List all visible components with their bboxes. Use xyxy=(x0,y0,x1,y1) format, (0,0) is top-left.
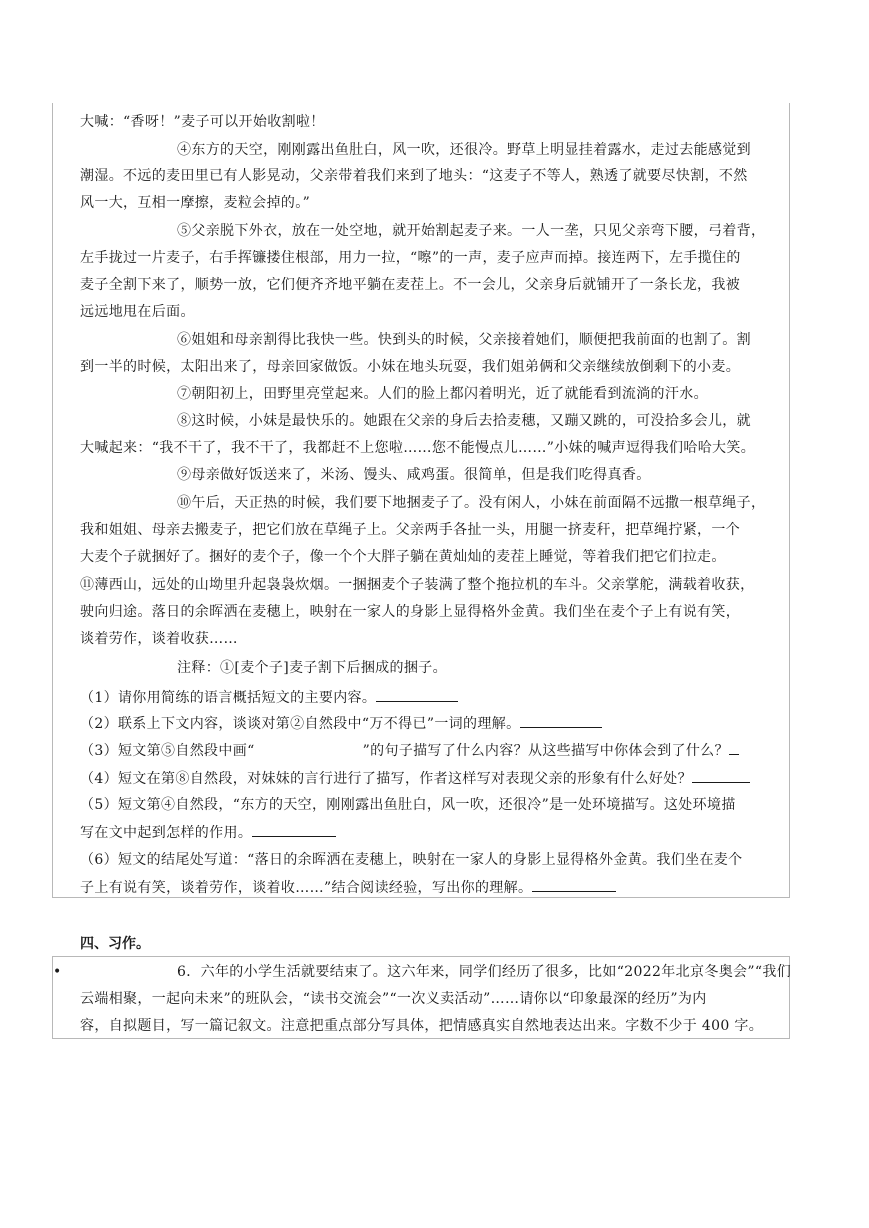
section-title-writing: 四、习作。 xyxy=(80,936,150,952)
answer-blank-6[interactable] xyxy=(532,877,616,892)
question-4-text: （4）短文在第⑧自然段，对妹妹的言行进行了描写，作者这样写对表现父亲的形象有什么好处？ xyxy=(80,771,692,787)
passage-line: 潮湿。不远的麦田里已有人影晃动，父亲带着我们来到了地头：“这麦子不等人，熟透了就要尽快割，不然 xyxy=(80,168,748,184)
passage-line: 驶向归途。落日的余晖洒在麦穗上，映射在一家人的身影上显得格外金黄。我们坐在麦个子上有说有笑， xyxy=(80,604,741,620)
passage-line: 我和姐姐、母亲去搬麦子，把它们放在草绳子上。父亲两手各扯一头，用腿一挤麦秆，把草绳拧紧，一个 xyxy=(80,522,741,538)
passage-note: 注释：①[麦个子]麦子割下后捆成的捆子。 xyxy=(177,660,447,676)
passage-line: ⑤父亲脱下外衣，放在一处空地，就开始割起麦子来。一人一垄，只见父亲弯下腰，弓着背， xyxy=(177,223,766,239)
question-5 xyxy=(80,795,736,815)
passage-line: 大麦个子就捆好了。捆好的麦个子，像一个个大胖子躺在黄灿灿的麦茬上睡觉，等着我们把它们拉走。 xyxy=(80,549,726,565)
passage-line: ⑥姐姐和母亲割得比我快一些。快到头的时候，父亲接着她们，顺便把我前面的也割了。割 xyxy=(177,332,751,348)
question-5-cont xyxy=(80,822,336,843)
question-6 xyxy=(80,850,743,870)
passage-line: ⑨母亲做好饭送来了，米汤、馒头、咸鸡蛋。很简单，但是我们吃得真香。 xyxy=(177,467,651,483)
question-6-text-b: 子上有说有笑，谈着劳作，谈着收……”结合阅读经验，写出你的理解。 xyxy=(80,880,533,896)
question-5-text-a: （5）短文第④自然段，“东方的天空，刚刚露出鱼肚白，风一吹，还很冷”是一处环境描写。这处环境描 xyxy=(80,797,736,813)
passage-line: ⑪薄西山，远处的山坳里升起袅袅炊烟。一捆捆麦个子装满了整个拖拉机的车斗。父亲掌舵，满载着收获， xyxy=(80,577,755,593)
answer-blank-4[interactable] xyxy=(692,768,750,783)
question-3-text-b: ”的句子描写了什么内容？从这些描写中你体会到了什么？ xyxy=(362,743,729,759)
writing-task-line: 云端相聚，一起向未来”的班队会，“读书交流会”“一次义卖活动”……请你以“印象最深的经历”为内 xyxy=(80,991,707,1007)
question-1 xyxy=(80,687,458,708)
question-2 xyxy=(80,713,602,734)
passage-line: 到一半的时候，太阳出来了，母亲回家做饭。小妹在地头玩耍，我们姐弟俩和父亲继续放倒剩下的小麦。 xyxy=(80,359,741,375)
writing-task-line: 容，自拟题目，写一篇记叙文。注意把重点部分写具体，把情感真实自然地表达出来。字数不少于 400 字。 xyxy=(80,1018,764,1034)
answer-blank-1[interactable] xyxy=(376,687,458,702)
passage-line: 大喊起来：“我不干了，我不干了，我都赶不上您啦……您不能慢点儿……”小妹的喊声逗得我们哈哈大笑。 xyxy=(80,440,756,456)
passage-line: 远远地甩在后面。 xyxy=(80,304,195,320)
passage-line: 风一大，互相一摩擦，麦粒会掉的。” xyxy=(80,195,311,211)
question-3-text-a: （3）短文第⑤自然段中画“ xyxy=(80,743,255,759)
passage-line: ⑦朝阳初上，田野里亮堂起来。人们的脸上都闪着明光，近了就能看到流淌的汗水。 xyxy=(177,386,708,402)
question-6-text-a: （6）短文的结尾处写道：“落日的余晖洒在麦穗上，映射在一家人的身影上显得格外金黄。我们坐在麦个 xyxy=(80,852,743,868)
passage-line: ⑧这时候，小妹是最快乐的。她跟在父亲的身后去拾麦穗，又蹦又跳的，可没拾多会儿，就 xyxy=(177,413,751,429)
question-4 xyxy=(80,768,750,789)
answer-blank-5[interactable] xyxy=(252,822,336,837)
passage-line: 左手拢过一片麦子，右手挥镰搂住根部，用力一拉，“嚓”的一声，麦子应声而掉。接连两下，左手揽住的 xyxy=(80,250,741,266)
passage-line: ⑩午后，天正热的时候，我们要下地捆麦子了。没有闲人，小妹在前面隔不远撒一根草绳子， xyxy=(177,495,766,511)
answer-blank-3[interactable] xyxy=(729,740,739,755)
question-6-cont xyxy=(80,877,616,898)
question-1-text: （1）请你用简练的语言概括短文的主要内容。 xyxy=(80,690,377,706)
question-5-text-b: 写在文中起到怎样的作用。 xyxy=(80,825,253,841)
bullet-icon: • xyxy=(53,964,62,980)
question-2-text: （2）联系上下文内容，谈谈对第②自然段中“万不得已”一词的理解。 xyxy=(80,716,521,732)
writing-task-line: 6．六年的小学生活就要结束了。这六年来，同学们经历了很多，比如“2022年北京冬奥会”“我们 xyxy=(177,964,792,980)
answer-blank-2[interactable] xyxy=(520,713,602,728)
passage-line: 大喊：“香呀！”麦子可以开始收割啦！ xyxy=(80,114,325,130)
passage-line: 谈着劳作，谈着收获…… xyxy=(80,631,238,647)
question-3 xyxy=(80,740,739,761)
passage-line: ④东方的天空，刚刚露出鱼肚白，风一吹，还很冷。野草上明显挂着露水，走过去能感觉到 xyxy=(177,142,751,158)
passage-line: 麦子全割下来了，顺势一放，它们便齐齐地平躺在麦茬上。不一会儿，父亲身后就铺开了一条长龙，我被 xyxy=(80,277,741,293)
